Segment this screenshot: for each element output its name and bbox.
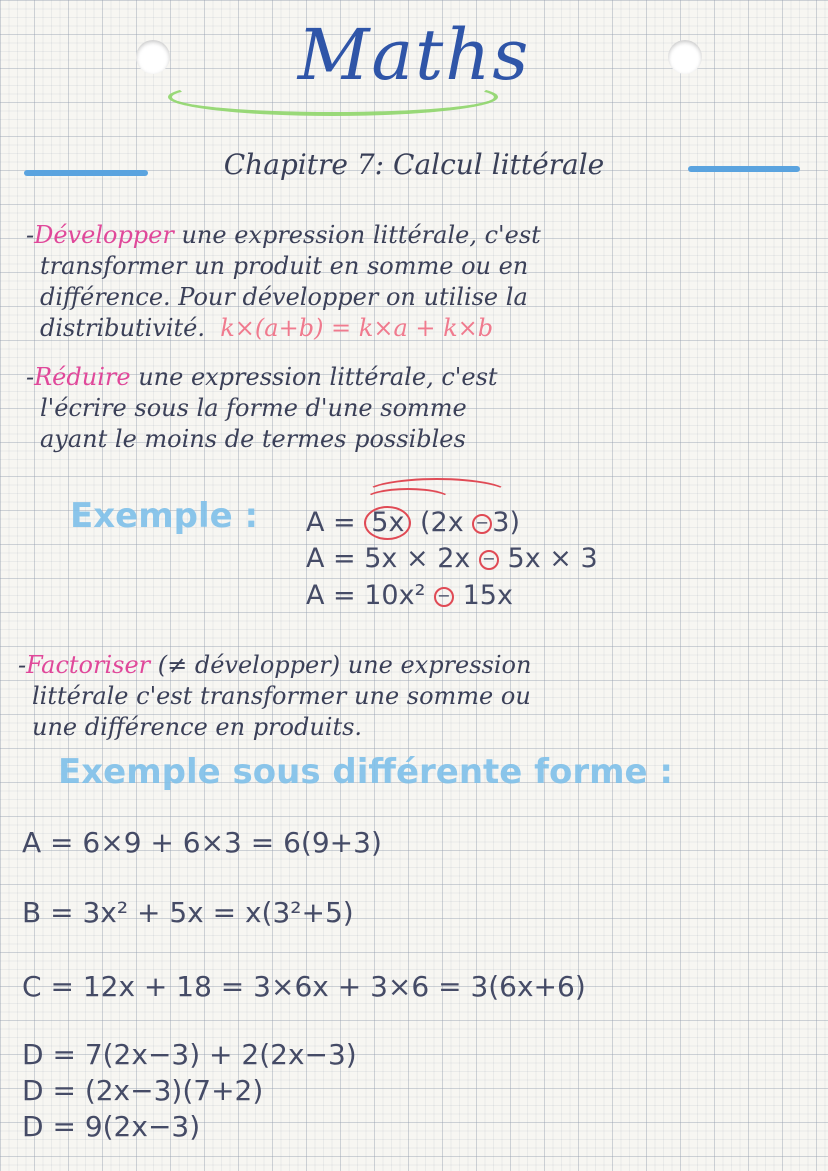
exemple-line-3-a: A = 10x² [306, 580, 434, 611]
reduire-term: Réduire [34, 363, 131, 391]
developper-line-3: différence. Pour développer on utilise la [40, 283, 528, 311]
developper-line-1: -Développer une expression littérale, c'est [26, 221, 541, 249]
reduire-paragraph [26, 362, 498, 455]
factoriser-line-3: une différence en produits. [32, 713, 363, 741]
factoriser-paragraph [18, 650, 531, 743]
factoriser-term: Factoriser [26, 651, 151, 679]
factor-example-d2: D = (2x−3)(7+2) [22, 1074, 264, 1107]
exemple-line-1-end: 3) [492, 507, 521, 538]
circled-factor: 5x [364, 506, 411, 540]
factor-example-a: A = 6×9 + 6×3 = 6(9+3) [22, 826, 382, 859]
exemple-line-2-b: 5x × 3 [498, 543, 598, 574]
developper-line-4 [26, 313, 541, 344]
circled-minus-1: − [472, 514, 492, 534]
reduire-line-1: -Réduire une expression littérale, c'est [26, 363, 498, 391]
circled-minus-3: − [434, 587, 454, 607]
exemple-line-3 [306, 580, 513, 611]
circled-minus-2: − [479, 550, 499, 570]
exemple-line-2-a: A = 5x × 2x [306, 543, 479, 574]
distributivity-formula: k×(a+b) = k×a + k×b [220, 314, 494, 342]
exemple-line-3-b: 15x [454, 580, 513, 611]
exemple-line-1 [306, 506, 520, 540]
factoriser-line-1-text: (≠ développer) une expression [150, 651, 532, 679]
factor-example-b: B = 3x² + 5x = x(3²+5) [22, 896, 354, 929]
factor-example-c: C = 12x + 18 = 3×6x + 3×6 = 3(6x+6) [22, 970, 586, 1003]
reduire-line-3: ayant le moins de termes possibles [40, 425, 466, 453]
exemple-forms-label: Exemple sous différente forme : [58, 752, 674, 792]
reduire-line-1-text: une expression littérale, c'est [130, 363, 498, 391]
exemple-line-2 [306, 543, 598, 574]
exemple-line-1-prefix: A = [306, 507, 365, 538]
developper-paragraph [26, 220, 541, 344]
reduire-line-2: l'écrire sous la forme d'une somme [40, 394, 467, 422]
page-title: Maths [297, 14, 531, 96]
exemple-line-1-mid: (2x [411, 507, 473, 538]
developper-line-4-text: distributivité. [40, 314, 205, 342]
factoriser-line-1: -Factoriser (≠ développer) une expression [18, 651, 532, 679]
exemple-label: Exemple : [70, 496, 259, 536]
chapter-heading: Chapitre 7: Calcul littérale [223, 148, 605, 181]
developper-line-2: transformer un produit en somme ou en [40, 252, 529, 280]
factoriser-line-2: littérale c'est transformer une somme ou [32, 682, 531, 710]
factor-example-d1: D = 7(2x−3) + 2(2x−3) [22, 1038, 357, 1071]
developper-term: Développer [34, 221, 174, 249]
factor-example-d3: D = 9(2x−3) [22, 1110, 201, 1143]
developper-line-1-text: une expression littérale, c'est [173, 221, 541, 249]
